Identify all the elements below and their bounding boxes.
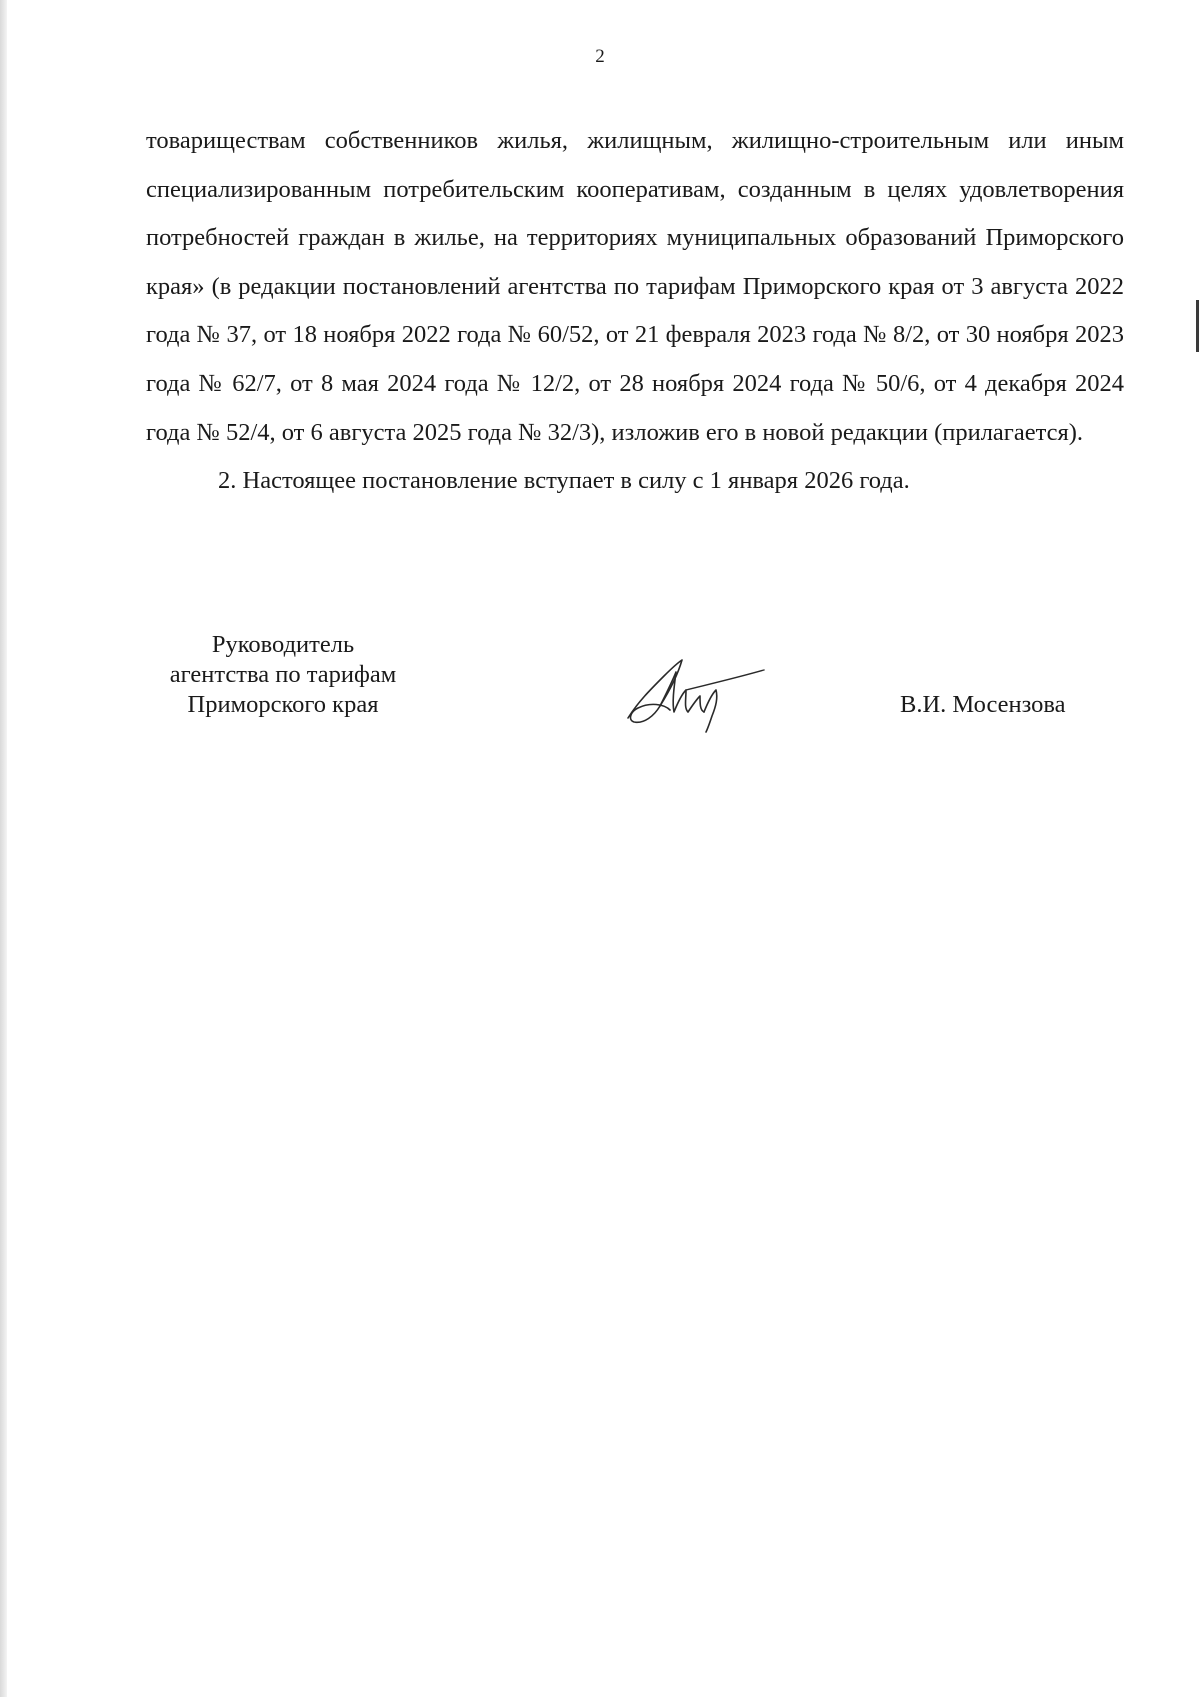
signer-title	[138, 630, 428, 720]
document-body	[146, 117, 1124, 506]
scan-edge-left	[0, 0, 7, 1697]
signer-title-line-3: Приморского края	[187, 691, 379, 718]
handwritten-signature-icon	[620, 650, 770, 740]
signer-name: В.И. Мосензова	[900, 691, 1066, 718]
page-number: 2	[595, 46, 605, 67]
signer-title-line-2: агентства по тарифам	[169, 661, 397, 688]
signer-title-line-1: Руководитель	[211, 631, 355, 658]
paragraph-continuation: товариществам собственников жилья, жилищным, жилищно-строительным или иным специализированным потребительским кооперативам, созданным в целях удовлетворения потребностей граждан в жилье, на территориях муниципальных образований Приморского края» (в редакции постановлений агентства по тарифам Приморского края от 3 августа 2022 года № 37, от 18 ноября 2022 года № 60/52, от 21 февраля 2023 года № 8/2, от 30 ноября 2023 года № 62/7, от 8 мая 2024 года № 12/2, от 28 ноября 2024 года № 50/6, от 4 декабря 2024 года № 52/4, от 6 августа 2025 года № 32/3), изложив его в новой редакции (прилагается).	[146, 127, 1124, 446]
signature-block	[0, 630, 1200, 740]
scan-edge-right	[1196, 300, 1199, 352]
paragraph-effective-date: 2. Настоящее постановление вступает в силу с 1 января 2026 года.	[218, 467, 910, 495]
